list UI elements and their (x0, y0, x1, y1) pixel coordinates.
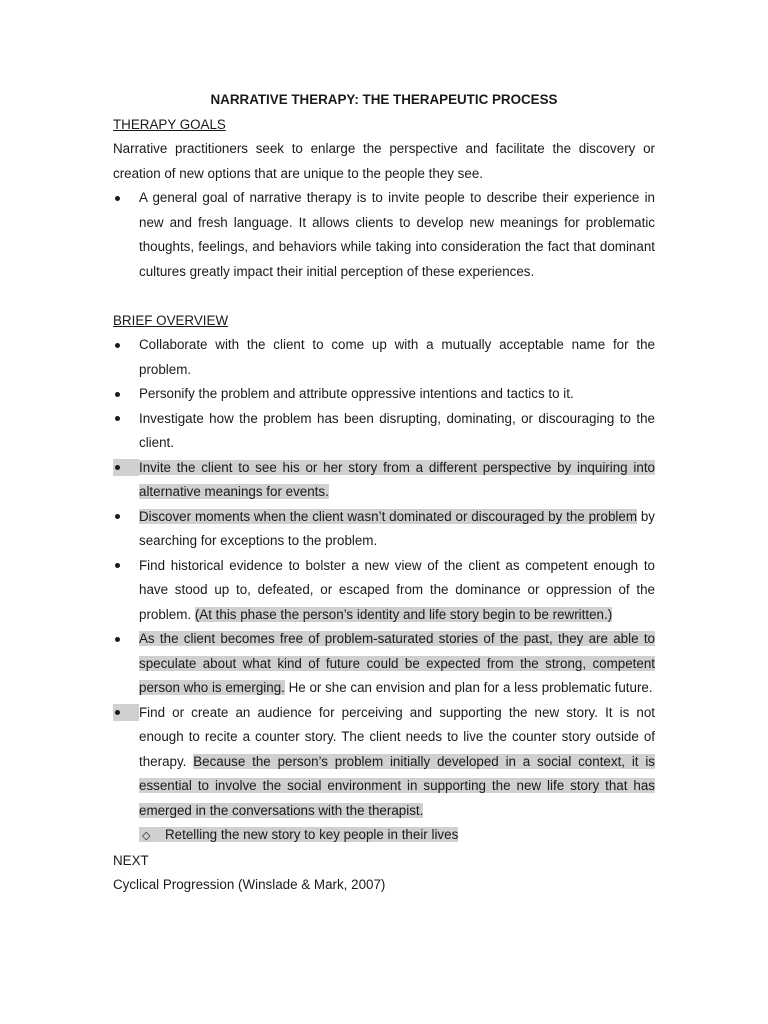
document-page (113, 88, 655, 898)
list-item (113, 382, 655, 407)
therapy-goals-list (113, 186, 655, 284)
highlighted-text: Discover moments when the client wasn’t dominated or discouraged by the problem (139, 508, 637, 524)
list-item-text: Investigate how the problem has been disrupting, dominating, or discouraging to the client. (139, 410, 655, 450)
list-item (113, 456, 655, 505)
therapy-goals-paragraph: Narrative practitioners seek to enlarge the perspective and facilitate the discovery or creation of new options that are unique to the people they see. (113, 141, 655, 181)
list-item (113, 505, 655, 554)
bullet-icon (113, 505, 139, 523)
highlighted-text: Invite the client to see his or her story from a different perspective by inquiring into alternative meanings for events. (139, 459, 655, 499)
sub-list-item (139, 823, 655, 849)
document-title: NARRATIVE THERAPY: THE THERAPEUTIC PROCESS (210, 92, 558, 107)
list-item (113, 554, 655, 628)
highlighted-text: Because the person’s problem initially developed in a social context, it is essential to involve the social environment in supporting the new life story that has emerged in the conversations with the therapist. (139, 753, 655, 818)
diamond-bullet-icon: ◇ (139, 830, 151, 842)
bullet-icon (113, 459, 139, 476)
bullet-icon (113, 186, 139, 204)
list-item (113, 627, 655, 701)
highlighted-text: As the client becomes free of problem-saturated stories of the past, they are able to speculate about what kind of future could be expected from the strong, competent person who is emerging. (139, 631, 655, 695)
citation: Cyclical Progression (Winslade & Mark, 2007) (113, 877, 386, 892)
list-item-text: Personify the problem and attribute oppressive intentions and tactics to it. (139, 386, 574, 401)
list-item-text: by searching for exceptions to the problem. (139, 508, 655, 548)
brief-overview-heading: BRIEF OVERVIEW (113, 312, 229, 328)
spacer (113, 284, 655, 309)
bullet-icon (113, 627, 139, 645)
brief-overview-list (113, 333, 655, 823)
therapy-goals-heading: THERAPY GOALS (113, 116, 226, 132)
highlighted-text (139, 827, 458, 842)
list-item (113, 701, 655, 824)
list-item (113, 333, 655, 382)
next-label: NEXT (113, 852, 149, 868)
list-item (113, 407, 655, 456)
list-item-text: Find or create an audience for perceiving and supporting the new story. It is not enough to recite a counter story. The client needs to live the counter story outside of therapy. (139, 704, 655, 769)
bullet-icon (113, 407, 139, 425)
list-item-text: Find historical evidence to bolster a new view of the client as competent enough to have stood up to, defeated, or escaped from the dominance or oppression of the problem. (139, 557, 655, 622)
list-item (113, 186, 655, 284)
bullet-icon (113, 333, 139, 351)
list-item-text: A general goal of narrative therapy is to invite people to describe their experience in new and fresh language. It allows clients to develop new meanings for problematic thoughts, feelings, and behaviors while taking into consideration the fact that dominant cultures greatly impact their initial perception of these experiences. (139, 190, 655, 279)
bullet-icon (113, 704, 139, 721)
sub-list-item-text: Retelling the new story to key people in their lives (165, 827, 459, 842)
highlighted-text: (At this phase the person’s identity and life story begin to be rewritten.) (194, 606, 613, 622)
list-item-text: He or she can envision and plan for a less problematic future. (284, 680, 653, 695)
bullet-icon (113, 554, 139, 572)
bullet-icon (113, 382, 139, 400)
list-item-text: Collaborate with the client to come up with a mutually acceptable name for the problem. (139, 337, 655, 377)
